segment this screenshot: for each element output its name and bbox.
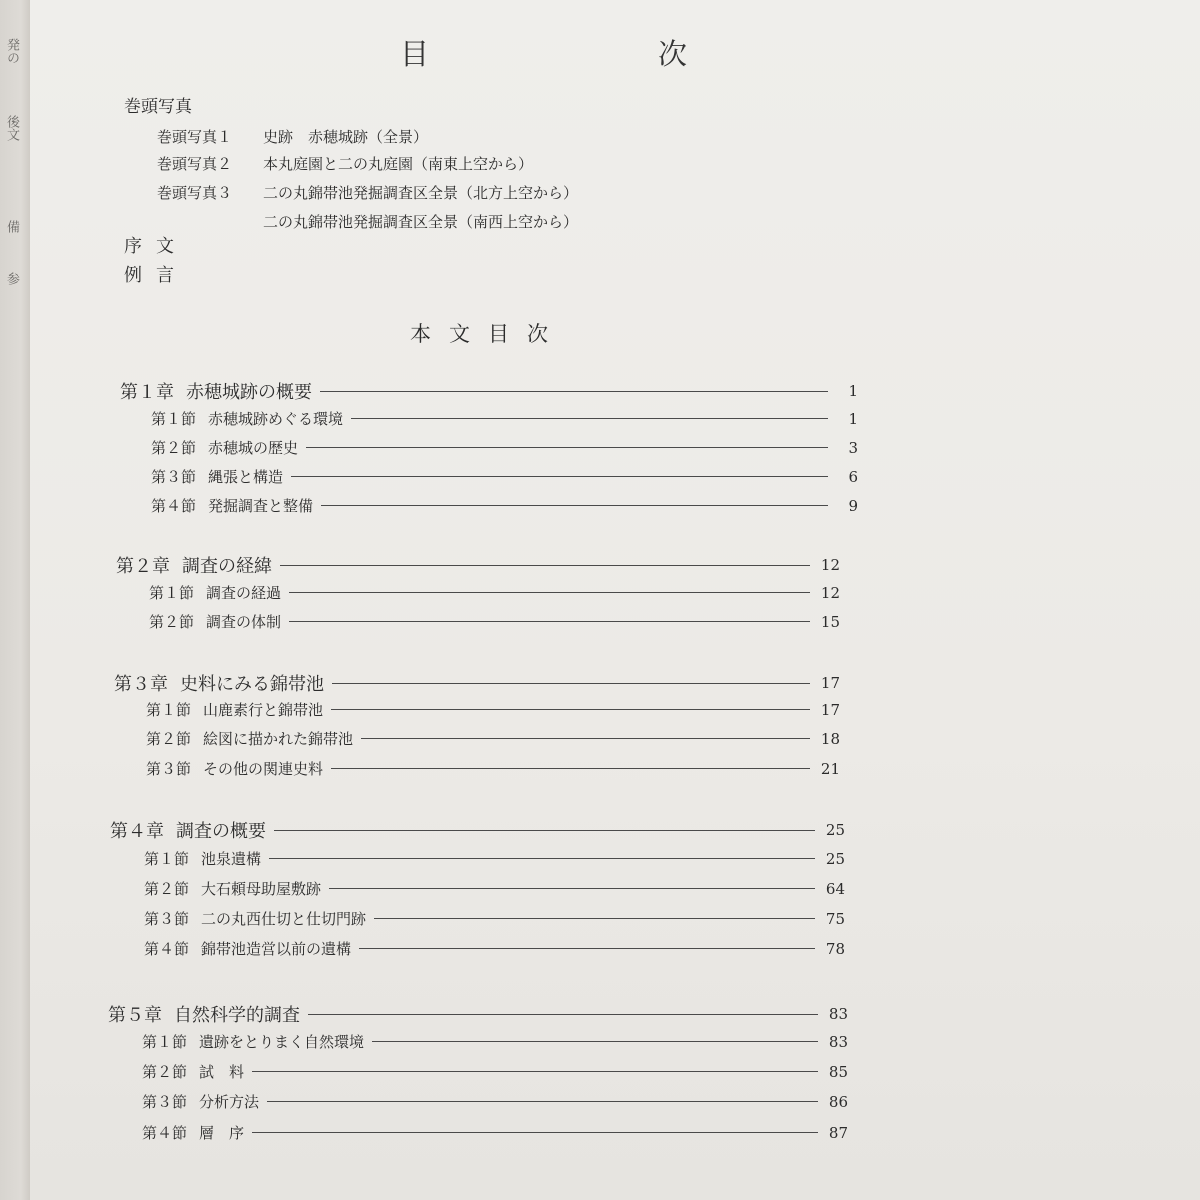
toc-section-label — [142, 1031, 372, 1052]
leader-line — [269, 858, 815, 859]
toc-section[interactable] — [142, 1091, 848, 1112]
toc-section-title: 発掘調査と整備 — [208, 497, 314, 515]
frontispiece-text: 二の丸錦帯池発掘調査区全景（北方上空から） — [263, 184, 579, 202]
leader-line — [332, 683, 810, 684]
prev-page-fragment: 後文 — [4, 115, 19, 141]
leader-line — [359, 948, 815, 949]
frontispiece-text: 本丸庭園と二の丸庭園（南東上空から） — [263, 155, 534, 173]
toc-section[interactable] — [146, 728, 840, 749]
toc-section[interactable] — [151, 466, 858, 487]
toc-section-label — [142, 1122, 252, 1143]
page-number: 25 — [825, 821, 845, 839]
toc-section-title: 調査の体制 — [206, 613, 282, 631]
toc-section-number: 第４節 — [151, 497, 197, 515]
toc-section-label — [144, 848, 269, 869]
page-number: 1 — [848, 409, 858, 428]
toc-section-title: 大石頼母助屋敷跡 — [201, 880, 322, 898]
body-toc-title: 本文目次 — [410, 322, 566, 346]
toc-section-number: 第３節 — [146, 760, 192, 778]
toc-chapter-number: 第３章 — [114, 674, 168, 695]
toc-section-title: 層 序 — [199, 1124, 245, 1142]
toc-section-number: 第３節 — [142, 1093, 188, 1111]
leader-line — [351, 418, 828, 419]
leader-line — [320, 391, 828, 392]
leader-line — [308, 1014, 818, 1015]
page-number: 18 — [820, 729, 840, 748]
toc-section-title: 遺跡をとりまく自然環境 — [199, 1033, 365, 1051]
toc-section[interactable] — [146, 699, 840, 720]
toc-chapter[interactable] — [114, 670, 840, 696]
toc-section-number: 第４節 — [144, 940, 190, 958]
page-title: 目 次 — [400, 37, 788, 71]
leader-line — [372, 1041, 818, 1042]
toc-section-label — [144, 878, 329, 899]
leader-line — [321, 505, 828, 506]
toc-chapter-number: 第１章 — [120, 382, 174, 403]
toc-section-title: 赤穂城の歴史 — [208, 439, 299, 457]
frontispiece-item[interactable] — [157, 211, 578, 232]
page-number: 87 — [828, 1123, 848, 1142]
toc-section-number: 第３節 — [151, 468, 197, 486]
toc-section[interactable] — [149, 582, 840, 603]
leader-line — [289, 621, 810, 622]
page-number: 75 — [825, 909, 845, 928]
page-number: 64 — [825, 879, 845, 898]
toc-section[interactable] — [151, 408, 858, 429]
toc-section-label — [144, 938, 359, 959]
toc-chapter-label — [108, 1001, 308, 1027]
toc-section-label — [146, 699, 331, 720]
toc-section[interactable] — [142, 1122, 848, 1143]
prev-page-fragment: 備 — [4, 220, 19, 233]
toc-chapter[interactable] — [110, 817, 845, 843]
toc-section[interactable] — [144, 848, 845, 869]
toc-section-number: 第２節 — [151, 439, 197, 457]
toc-chapter-number: 第５章 — [108, 1005, 162, 1026]
leader-line — [329, 888, 815, 889]
page-number: 17 — [820, 674, 840, 692]
toc-section-title: 赤穂城跡めぐる環境 — [208, 410, 344, 428]
toc-section-title: 絵図に描かれた錦帯池 — [203, 730, 354, 748]
leader-line — [306, 447, 828, 448]
toc-section[interactable] — [149, 611, 840, 632]
toc-chapter-title: 調査の概要 — [176, 821, 266, 842]
toc-section-label — [149, 611, 289, 632]
toc-section-label — [142, 1091, 267, 1112]
toc-section[interactable] — [144, 938, 845, 959]
frontispiece-label: 巻頭写真３ — [157, 184, 233, 202]
toc-chapter-label — [110, 817, 274, 843]
leader-line — [289, 592, 810, 593]
previous-page-edge — [0, 0, 31, 1200]
toc-section-title: 試 料 — [199, 1063, 245, 1081]
page-number: 86 — [828, 1092, 848, 1111]
page-number: 25 — [825, 849, 845, 868]
toc-section-label — [151, 437, 306, 458]
toc-section-label — [146, 728, 361, 749]
toc-section-label — [151, 466, 291, 487]
toc-section-label — [151, 408, 351, 429]
toc-section-label — [146, 758, 331, 779]
toc-section-label — [144, 908, 374, 929]
leader-line — [252, 1071, 818, 1072]
leader-line — [361, 738, 810, 739]
leader-line — [291, 476, 828, 477]
toc-section-title: その他の関連史料 — [203, 760, 324, 778]
frontispiece-item[interactable] — [157, 153, 533, 174]
toc-section-label — [151, 495, 321, 516]
toc-chapter-title: 調査の経緯 — [182, 556, 272, 577]
frontispiece-label: 巻頭写真２ — [157, 155, 233, 173]
page-number: 12 — [820, 583, 840, 602]
toc-chapter-number: 第２章 — [116, 556, 170, 577]
toc-section[interactable] — [142, 1061, 848, 1082]
leader-line — [331, 709, 810, 710]
toc-chapter-title: 史料にみる錦帯池 — [180, 674, 324, 695]
toc-chapter[interactable] — [116, 552, 840, 578]
toc-section-title: 山鹿素行と錦帯池 — [203, 701, 324, 719]
leader-line — [267, 1101, 818, 1102]
page-number: 6 — [848, 467, 858, 486]
toc-section-number: 第１節 — [151, 410, 197, 428]
page-number: 83 — [828, 1005, 848, 1023]
prev-page-fragment: 参 — [4, 272, 19, 285]
frontispiece-item[interactable] — [157, 126, 428, 147]
toc-chapter-number: 第４章 — [110, 821, 164, 842]
toc-section-label — [149, 582, 289, 603]
toc-section-title: 分析方法 — [199, 1093, 260, 1111]
toc-chapter-label — [114, 670, 332, 696]
front-matter-notes[interactable]: 例言 — [124, 265, 188, 286]
toc-section[interactable] — [144, 878, 845, 899]
toc-section[interactable] — [146, 758, 840, 779]
toc-chapter[interactable] — [108, 1001, 848, 1027]
toc-chapter-title: 自然科学的調査 — [174, 1005, 300, 1026]
toc-section-number: 第１節 — [142, 1033, 188, 1051]
toc-section-label — [142, 1061, 252, 1082]
page-number: 15 — [820, 612, 840, 631]
page-number: 85 — [828, 1062, 848, 1081]
toc-section-title: 縄張と構造 — [208, 468, 284, 486]
page-number: 9 — [848, 496, 858, 515]
toc-chapter-title: 赤穂城跡の概要 — [186, 382, 312, 403]
leader-line — [374, 918, 815, 919]
frontispiece-item[interactable] — [157, 182, 578, 203]
page-number: 21 — [820, 759, 840, 778]
toc-page — [30, 0, 1200, 1200]
page-number: 83 — [828, 1032, 848, 1051]
leader-line — [274, 830, 815, 831]
toc-chapter-label — [120, 378, 320, 404]
toc-section[interactable] — [144, 908, 845, 929]
toc-section[interactable] — [142, 1031, 848, 1052]
page-number: 1 — [848, 382, 858, 400]
page-number: 12 — [820, 556, 840, 574]
toc-section-number: 第１節 — [146, 701, 192, 719]
toc-section-number: 第１節 — [149, 584, 195, 602]
leader-line — [252, 1132, 818, 1133]
toc-section-title: 調査の経過 — [206, 584, 282, 602]
page-number: 17 — [820, 700, 840, 719]
toc-section[interactable] — [151, 437, 858, 458]
page-number: 3 — [848, 438, 858, 457]
front-matter-preface[interactable]: 序文 — [124, 236, 188, 257]
prev-page-fragment: 発の — [4, 38, 19, 64]
toc-section-number: 第２節 — [144, 880, 190, 898]
frontispiece-heading: 巻頭写真 — [124, 97, 192, 117]
toc-section-title: 池泉遺構 — [201, 850, 262, 868]
frontispiece-text: 史跡 赤穂城跡（全景） — [263, 128, 429, 146]
frontispiece-text: 二の丸錦帯池発掘調査区全景（南西上空から） — [263, 213, 579, 231]
toc-section-number: 第３節 — [144, 910, 190, 928]
toc-section-number: 第２節 — [146, 730, 192, 748]
toc-section-title: 二の丸西仕切と仕切門跡 — [201, 910, 367, 928]
frontispiece-label: 巻頭写真１ — [157, 128, 233, 146]
leader-line — [280, 565, 810, 566]
page-number: 78 — [825, 939, 845, 958]
toc-section-number: 第４節 — [142, 1124, 188, 1142]
toc-chapter[interactable] — [120, 378, 858, 404]
toc-section-number: 第２節 — [142, 1063, 188, 1081]
leader-line — [331, 768, 810, 769]
toc-section[interactable] — [151, 495, 858, 516]
toc-section-title: 錦帯池造営以前の遺構 — [201, 940, 352, 958]
toc-section-number: 第２節 — [149, 613, 195, 631]
toc-chapter-label — [116, 552, 280, 578]
toc-section-number: 第１節 — [144, 850, 190, 868]
